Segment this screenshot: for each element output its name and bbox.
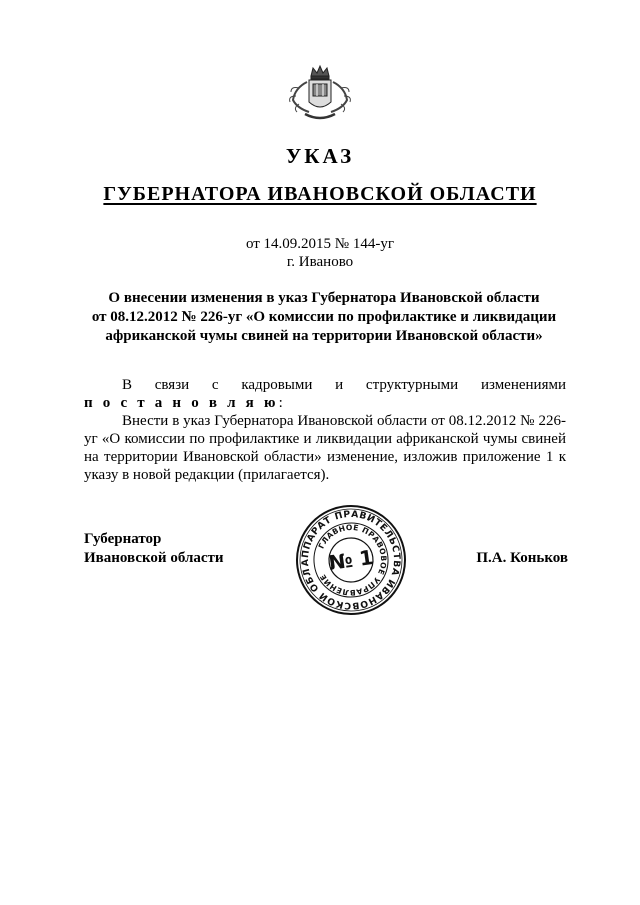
coat-of-arms-icon bbox=[287, 64, 353, 124]
document-date-number: от 14.09.2015 № 144-уг bbox=[245, 236, 395, 252]
subject-line-1: О внесении изменения в указ Губернатора Ивановской области bbox=[108, 290, 540, 306]
document-city: г. Иваново bbox=[286, 254, 354, 270]
signatory-position bbox=[84, 530, 224, 568]
subject-line-3: африканской чумы свиней на территории Ивановской области» bbox=[105, 328, 543, 344]
preamble-text: В связи с кадровыми и структурными изменениями bbox=[122, 377, 566, 393]
stamp-inner-text: ГЛАВНОЕ ПРАВОВОЕ УПРАВЛЕНИЕ bbox=[316, 522, 389, 598]
official-stamp bbox=[286, 504, 416, 616]
stamp-number: № 1 bbox=[327, 544, 375, 576]
subject-line-2: от 08.12.2012 № 226-уг «О комиссии по профилактике и ликвидации bbox=[91, 309, 557, 325]
signatory-position-line-1: Губернатор bbox=[84, 531, 162, 547]
document-subject bbox=[84, 289, 564, 346]
decree-keyword-line bbox=[84, 394, 566, 412]
decree-keyword-colon: : bbox=[278, 395, 283, 411]
decree-keyword: п о с т а н о в л я ю bbox=[84, 395, 279, 411]
signatory-name: П.А. Коньков bbox=[476, 550, 568, 566]
document-subtitle: ГУБЕРНАТОРА ИВАНОВСКОЙ ОБЛАСТИ bbox=[103, 183, 537, 205]
preamble-paragraph bbox=[84, 376, 566, 412]
signatory-position-line-2: Ивановской области bbox=[84, 550, 224, 566]
stamp-ring-text: АППАРАТ ПРАВИТЕЛЬСТВА ИВАНОВСКОЙ ОБЛАСТИ bbox=[299, 508, 403, 612]
document-title: УКАЗ bbox=[285, 144, 355, 168]
decree-paragraph: Внести в указ Губернатора Ивановской области от 08.12.2012 № 226-уг «О комиссии по профилактике и ликвидации африканской чумы свиней на территории Ивановской области» изменение, изложив приложение 1 к указу в новой редакции (прилагается). bbox=[84, 413, 566, 483]
